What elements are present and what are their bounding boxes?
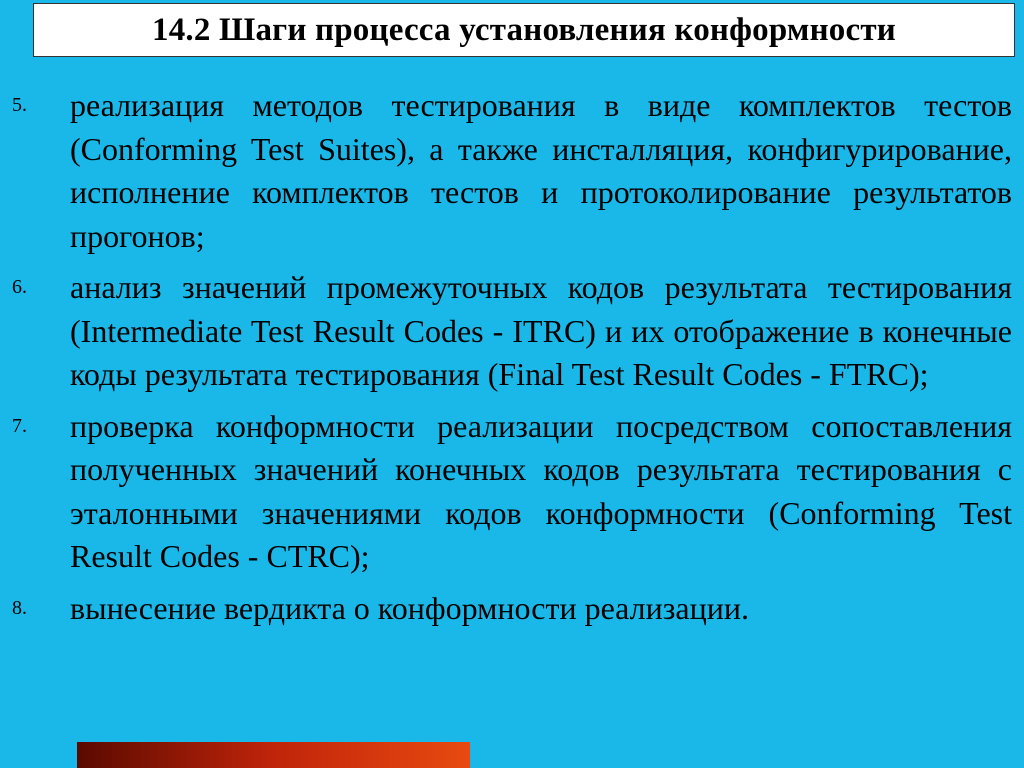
list-item bbox=[0, 266, 1024, 397]
item-text: реализация методов тестирования в виде комплектов тестов (Conforming Test Suites), а также инсталляция, конфигурирование, исполнение комплектов тестов и протоколирование результатов прогонов; bbox=[70, 87, 1012, 254]
list-item bbox=[0, 405, 1024, 579]
item-number: 5. bbox=[12, 94, 27, 116]
item-text: вынесение вердикта о конформности реализации. bbox=[70, 589, 749, 626]
item-number: 6. bbox=[12, 276, 27, 298]
title-box bbox=[33, 3, 1015, 57]
item-text: проверка конформности реализации посредством сопоставления полученных значений конечных кодов результата тестирования с эталонными значениями кодов конформности (Conforming Test Result Codes - CTRC); bbox=[70, 407, 1012, 574]
steps-list bbox=[0, 84, 1024, 638]
item-text: анализ значений промежуточных кодов результата тестирования (Intermediate Test Result Codes - ITRC) и их отображение в конечные коды результата тестирования (Final Test Result Codes - FTRC); bbox=[70, 269, 1012, 392]
list-item bbox=[0, 587, 1024, 631]
list-item bbox=[0, 84, 1024, 258]
decorative-accent-bar bbox=[77, 742, 470, 768]
item-number: 8. bbox=[12, 596, 27, 619]
item-number: 7. bbox=[12, 414, 27, 437]
slide-title: 14.2 Шаги процесса установления конформности bbox=[152, 11, 896, 48]
